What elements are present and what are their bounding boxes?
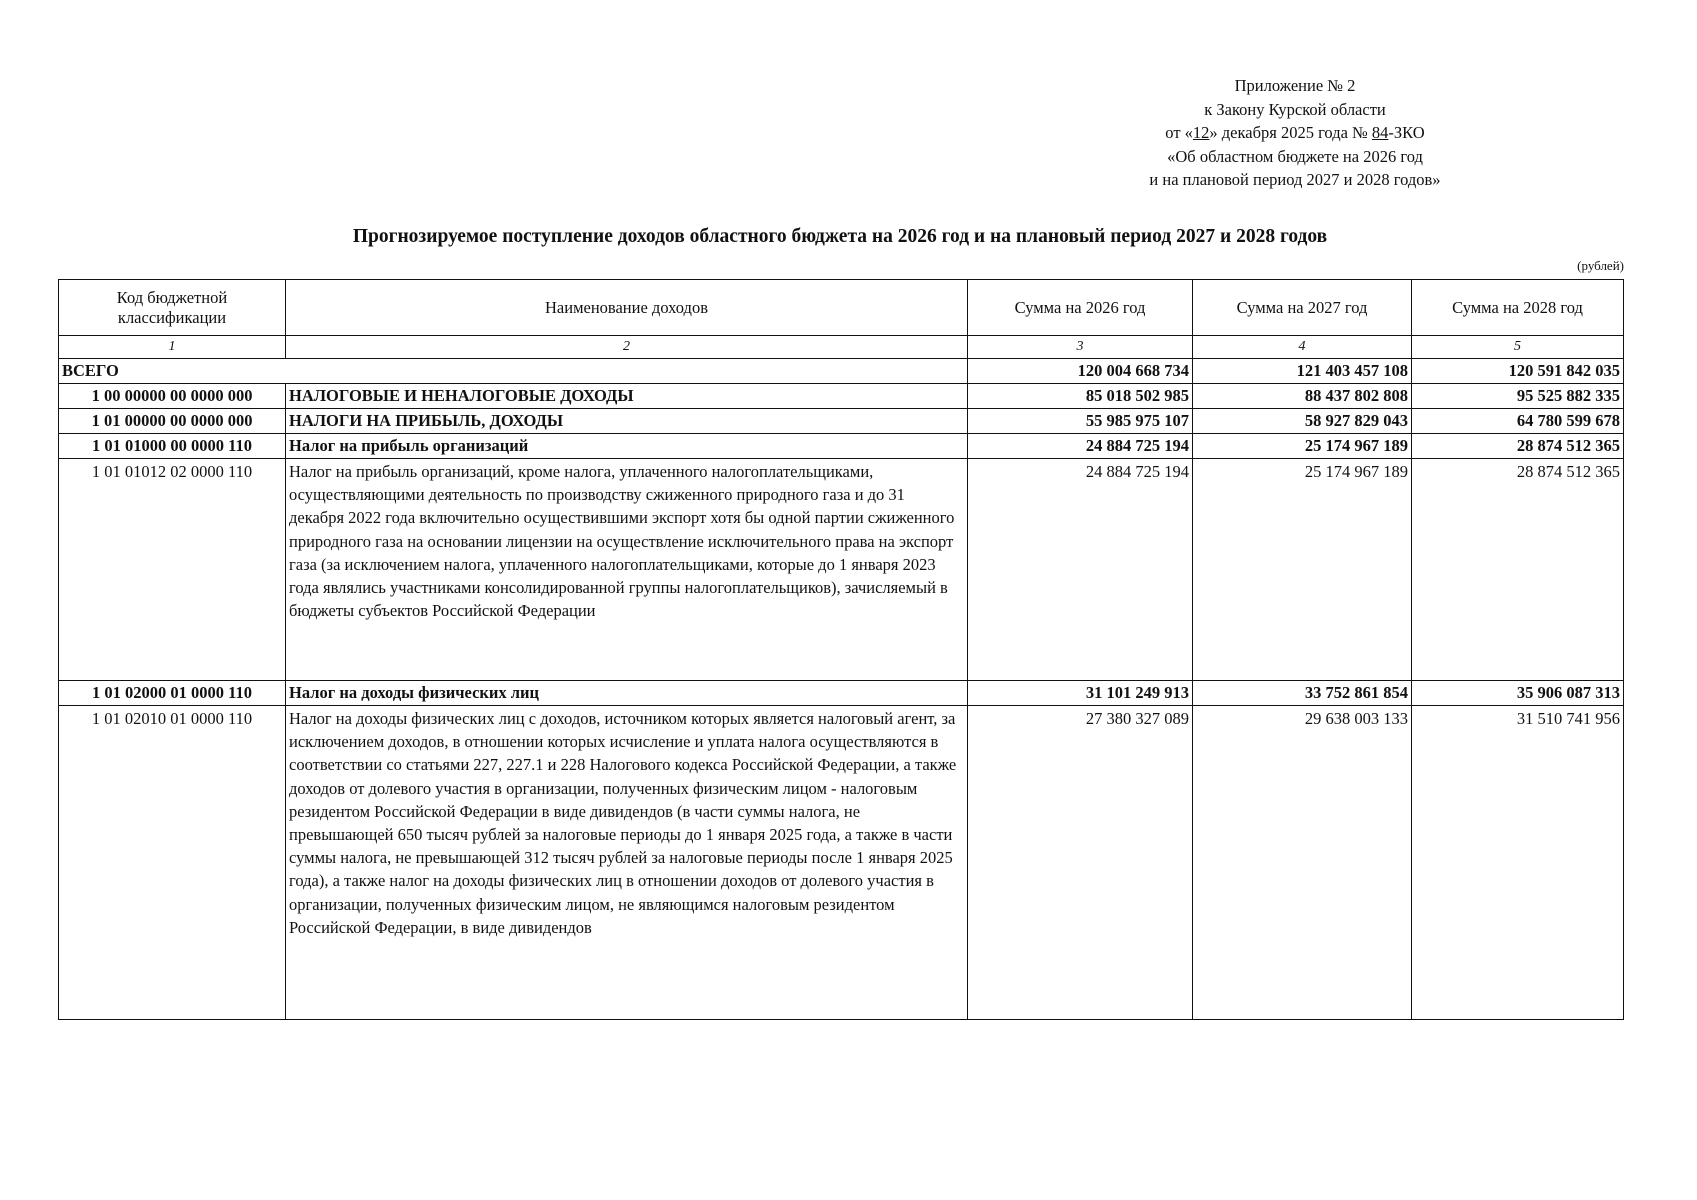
- amount-2027: 25 174 967 189: [1193, 459, 1412, 681]
- amount-2026: 24 884 725 194: [968, 459, 1193, 681]
- appendix-header: [1080, 74, 1510, 192]
- table-row: [59, 384, 1624, 409]
- revenue-name: Налог на доходы физических лиц: [286, 681, 968, 706]
- budget-code: 1 01 02010 01 0000 110: [59, 706, 286, 1020]
- amount-2028: 35 906 087 313: [1412, 681, 1624, 706]
- law-date-prefix: от «: [1165, 123, 1193, 142]
- revenue-name: НАЛОГОВЫЕ И НЕНАЛОГОВЫЕ ДОХОДЫ: [286, 384, 968, 409]
- amount-2028: 64 780 599 678: [1412, 409, 1624, 434]
- amount-2026: 31 101 249 913: [968, 681, 1193, 706]
- column-number: 4: [1193, 336, 1412, 359]
- law-number-suffix: -ЗКО: [1388, 123, 1425, 142]
- budget-code: 1 01 02000 01 0000 110: [59, 681, 286, 706]
- total-row: [59, 359, 1624, 384]
- document-title: Прогнозируемое поступление доходов областного бюджета на 2026 год и на плановый период 2027 и 2028 годов: [352, 226, 1328, 247]
- amount-2026: 55 985 975 107: [968, 409, 1193, 434]
- budget-code: 1 01 01000 00 0000 110: [59, 434, 286, 459]
- budget-code: 1 01 01012 02 0000 110: [59, 459, 286, 681]
- column-number: 3: [968, 336, 1193, 359]
- header-2026: Сумма на 2026 год: [968, 280, 1193, 336]
- amount-2027: 29 638 003 133: [1193, 706, 1412, 1020]
- amount-2027: 33 752 861 854: [1193, 681, 1412, 706]
- amount-2028: 95 525 882 335: [1412, 384, 1624, 409]
- budget-code: 1 01 00000 00 0000 000: [59, 409, 286, 434]
- header-row: [59, 280, 1624, 336]
- appendix-law-date: [1080, 121, 1510, 145]
- amount-2028: 31 510 741 956: [1412, 706, 1624, 1020]
- header-2028: Сумма на 2028 год: [1412, 280, 1624, 336]
- table-row: [59, 409, 1624, 434]
- budget-code: 1 00 00000 00 0000 000: [59, 384, 286, 409]
- amount-2026: 24 884 725 194: [968, 434, 1193, 459]
- amount-2026: 27 380 327 089: [968, 706, 1193, 1020]
- revenue-name: Налог на прибыль организаций: [286, 434, 968, 459]
- law-day: 12: [1192, 123, 1210, 142]
- amount-2027: 58 927 829 043: [1193, 409, 1412, 434]
- appendix-law-title-1: «Об областном бюджете на 2026 год: [1167, 146, 1423, 166]
- amount-2026: 120 004 668 734: [968, 359, 1193, 384]
- amount-2028: 28 874 512 365: [1412, 434, 1624, 459]
- table-row: [59, 459, 1624, 681]
- units-label: (рублей): [1577, 258, 1624, 273]
- revenue-name: НАЛОГИ НА ПРИБЫЛЬ, ДОХОДЫ: [286, 409, 968, 434]
- appendix-number: Приложение № 2: [1234, 76, 1356, 95]
- appendix-law-ref: к Закону Курской области: [1204, 99, 1386, 119]
- total-label: ВСЕГО: [59, 359, 968, 384]
- revenue-table: [58, 279, 1624, 1020]
- column-number: 2: [286, 336, 968, 359]
- amount-2027: 25 174 967 189: [1193, 434, 1412, 459]
- header-2027: Сумма на 2027 год: [1193, 280, 1412, 336]
- amount-2026: 85 018 502 985: [968, 384, 1193, 409]
- table-row: [59, 681, 1624, 706]
- appendix-law-title-2: и на плановой период 2027 и 2028 годов»: [1149, 170, 1441, 189]
- revenue-name: Налог на доходы физических лиц с доходов, источником которых является налоговый агент, за исключением доходов, в отношении которых исчисление и уплата налога осуществляются в соответствии со статьями 227, 227.1 и 228 Налогового кодекса Российской Федерации, а также доходов от долевого участия в организации, полученных физическим лицом - налоговым резидентом Российской Федерации в виде дивидендов (в части суммы налога, не превышающей 650 тысяч рублей за налоговые периоды до 1 января 2025 года, а также в части суммы налога, не превышающей 312 тысяч рублей за налоговые периоды после 1 января 2025 года), а также налог на доходы физических лиц в отношении доходов от долевого участия в организации, полученных физическим лицом, не являющимся налоговым резидентом Российской Федерации, в виде дивидендов: [286, 706, 968, 1020]
- column-number-row: [59, 336, 1624, 359]
- table-row: [59, 434, 1624, 459]
- table-row: [59, 706, 1624, 1020]
- amount-2028: 28 874 512 365: [1412, 459, 1624, 681]
- law-number: 84: [1371, 123, 1389, 142]
- amount-2028: 120 591 842 035: [1412, 359, 1624, 384]
- law-date-middle: » декабря 2025 года №: [1209, 123, 1372, 142]
- header-code: Код бюджетной классификации: [59, 280, 286, 336]
- header-name: Наименование доходов: [286, 280, 968, 336]
- column-number: 5: [1412, 336, 1624, 359]
- column-number: 1: [59, 336, 286, 359]
- amount-2027: 121 403 457 108: [1193, 359, 1412, 384]
- revenue-name: Налог на прибыль организаций, кроме налога, уплаченного налогоплательщиками, осуществляющими деятельность по производству сжиженного природного газа и до 31 декабря 2022 года включительно осуществившими экспорт хотя бы одной партии сжиженного природного газа на основании лицензии на осуществление исключительного права на экспорт газа (за исключением налога, уплаченного налогоплательщиками, которые до 1 января 2023 года являлись участниками консолидированной группы налогоплательщиков), зачисляемый в бюджеты субъектов Российской Федерации: [286, 459, 968, 681]
- amount-2027: 88 437 802 808: [1193, 384, 1412, 409]
